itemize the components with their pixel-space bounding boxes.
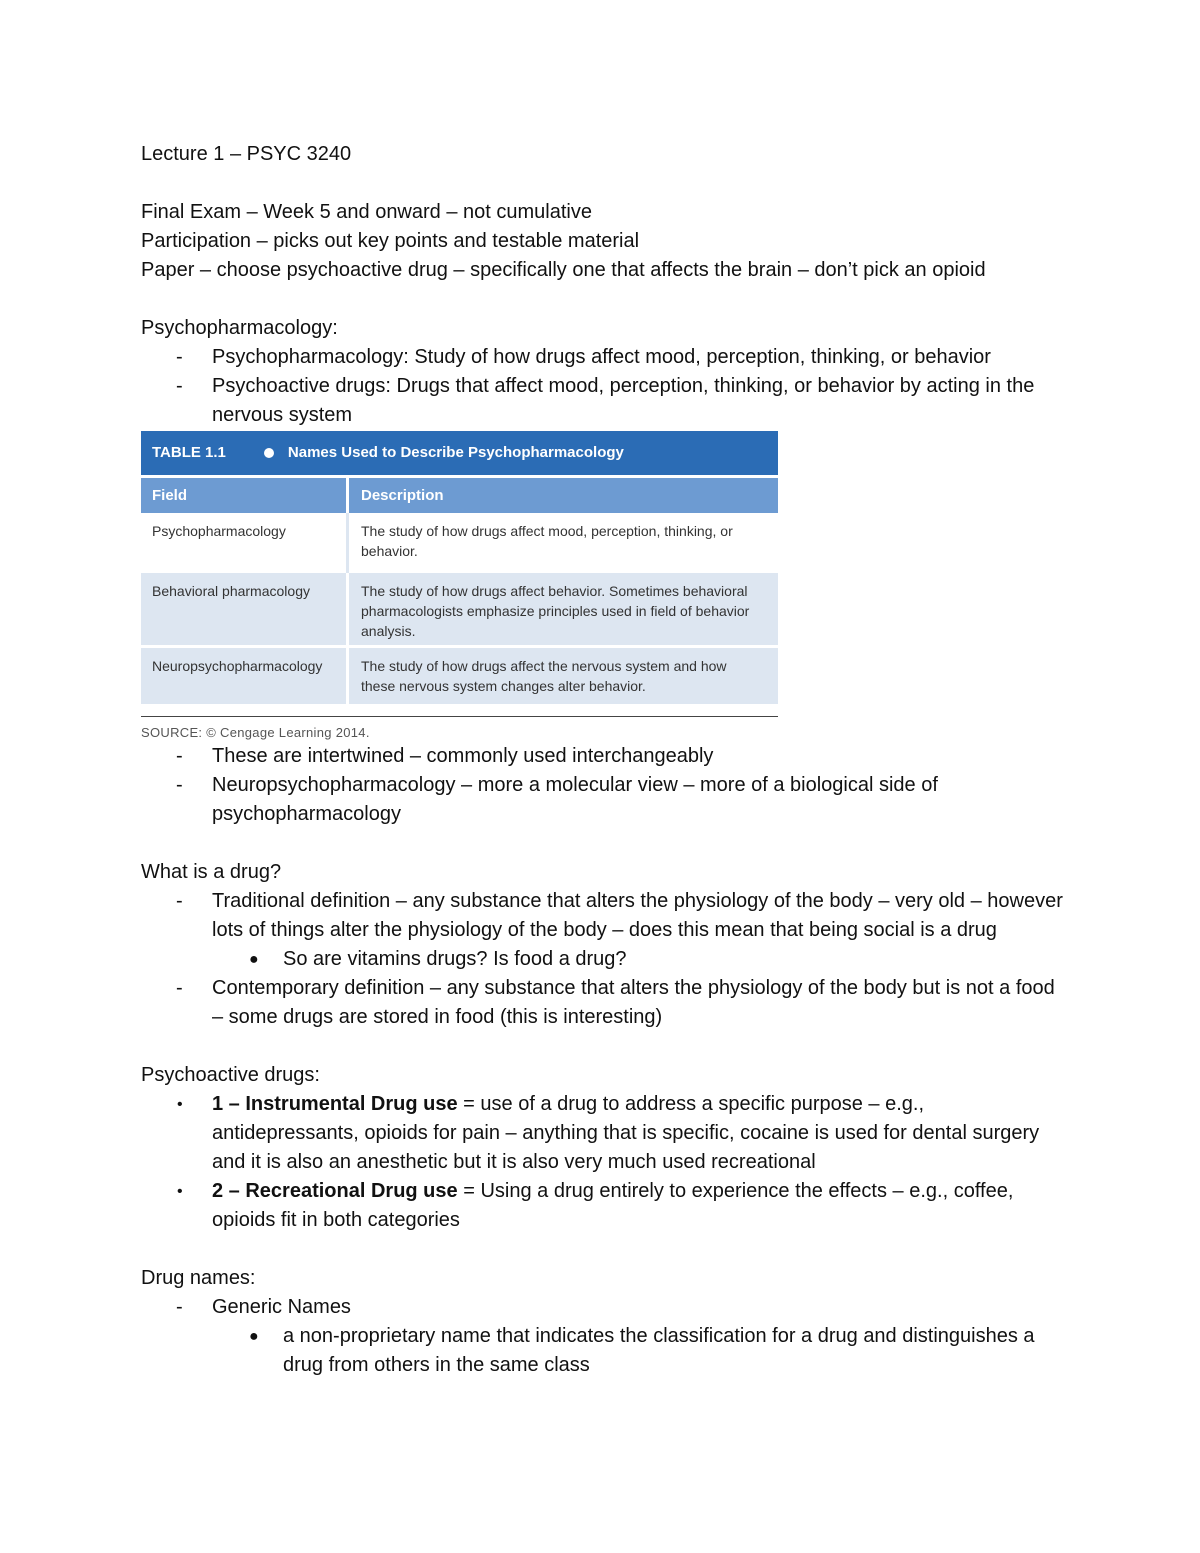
table-row	[141, 573, 778, 645]
list-item: • 1 – Instrumental Drug use = use of a drug to address a specific purpose – e.g., antidepressants, opioids for pain – anything that is specific, cocaine is used for dental surgery and it is also an anesthetic but it is also very much used recreational	[141, 1090, 1071, 1177]
dash-marker: -	[176, 346, 183, 368]
dash-marker: -	[176, 375, 183, 397]
table-title-bar	[141, 431, 778, 475]
table-cell-field: Behavioral pharmacology	[152, 583, 310, 599]
paper-note: Paper – choose psychoactive drug – specifically one that affects the brain – don’t pick an opioid	[141, 259, 986, 281]
table-cell-field: Psychopharmacology	[152, 523, 286, 539]
table-title: Names Used to Describe Psychopharmacology	[287, 444, 624, 461]
dash-marker: -	[176, 890, 183, 912]
instrumental-term: 1 – Instrumental Drug use	[212, 1093, 458, 1115]
document-page	[141, 140, 1071, 1380]
dot-icon: ●	[249, 1328, 259, 1345]
table-row	[141, 513, 778, 573]
drug-names-heading: Drug names:	[141, 1267, 256, 1289]
psychopharmacology-heading: Psychopharmacology:	[141, 317, 338, 339]
table-cell-description: The study of how drugs affect the nervous system and how these nervous system changes alter behavior.	[346, 648, 778, 704]
psychopharmacology-table	[141, 431, 778, 742]
dash-marker: -	[176, 745, 183, 767]
participation-note: Participation – picks out key points and testable material	[141, 230, 640, 252]
final-exam-note: Final Exam – Week 5 and onward – not cumulative	[141, 201, 592, 223]
list-item: - Generic Names	[141, 1293, 1071, 1322]
table-row	[141, 648, 778, 704]
bullet-icon: •	[177, 1096, 183, 1113]
psychoactive-drugs-heading: Psychoactive drugs:	[141, 1064, 320, 1086]
table-cell-description: The study of how drugs affect mood, perception, thinking, or behavior.	[346, 513, 778, 573]
list-item: - Traditional definition – any substance that alters the physiology of the body – very old – however lots of things alter the physiology of the body – does this mean that being social is a drug	[141, 887, 1071, 945]
table-label: TABLE 1.1	[152, 444, 226, 461]
list-item: - Psychopharmacology: Study of how drugs affect mood, perception, thinking, or behavior	[141, 343, 1071, 372]
list-item: - Neuropsychopharmacology – more a molecular view – more of a biological side of psychopharmacology	[141, 771, 1071, 829]
recreational-term: 2 – Recreational Drug use	[212, 1180, 458, 1202]
dash-marker: -	[176, 1296, 183, 1318]
table-bottom-rule	[141, 716, 778, 717]
column-header-field: Field	[152, 487, 188, 504]
drug-definition-heading: What is a drug?	[141, 861, 282, 883]
dot-icon	[264, 448, 274, 458]
list-item: - Psychoactive drugs: Drugs that affect mood, perception, thinking, or behavior by acting in the nervous system	[141, 372, 1071, 430]
list-item: - These are intertwined – commonly used interchangeably	[141, 742, 1071, 771]
table-header-row	[141, 478, 778, 513]
bullet-icon: •	[177, 1183, 183, 1200]
lecture-title: Lecture 1 – PSYC 3240	[141, 143, 352, 165]
dash-marker: -	[176, 774, 183, 796]
sub-list-item: ● a non-proprietary name that indicates the classification for a drug and distinguishes a drug from others in the same class	[141, 1322, 1071, 1380]
list-item: • 2 – Recreational Drug use = Using a drug entirely to experience the effects – e.g., coffee, opioids fit in both categories	[141, 1177, 1071, 1235]
column-header-description: Description	[346, 478, 778, 513]
table-cell-field: Neuropsychopharmacology	[152, 658, 323, 674]
dot-icon: ●	[249, 951, 259, 968]
list-item: - Contemporary definition – any substance that alters the physiology of the body but is not a food – some drugs are stored in food (this is interesting)	[141, 974, 1071, 1032]
dash-marker: -	[176, 977, 183, 999]
sub-list-item: ● So are vitamins drugs? Is food a drug?	[141, 945, 1071, 974]
table-source: SOURCE: © Cengage Learning 2014.	[141, 725, 370, 740]
table-cell-description: The study of how drugs affect behavior. Sometimes behavioral pharmacologists emphasize principles used in field of behavior analysis.	[346, 573, 778, 645]
